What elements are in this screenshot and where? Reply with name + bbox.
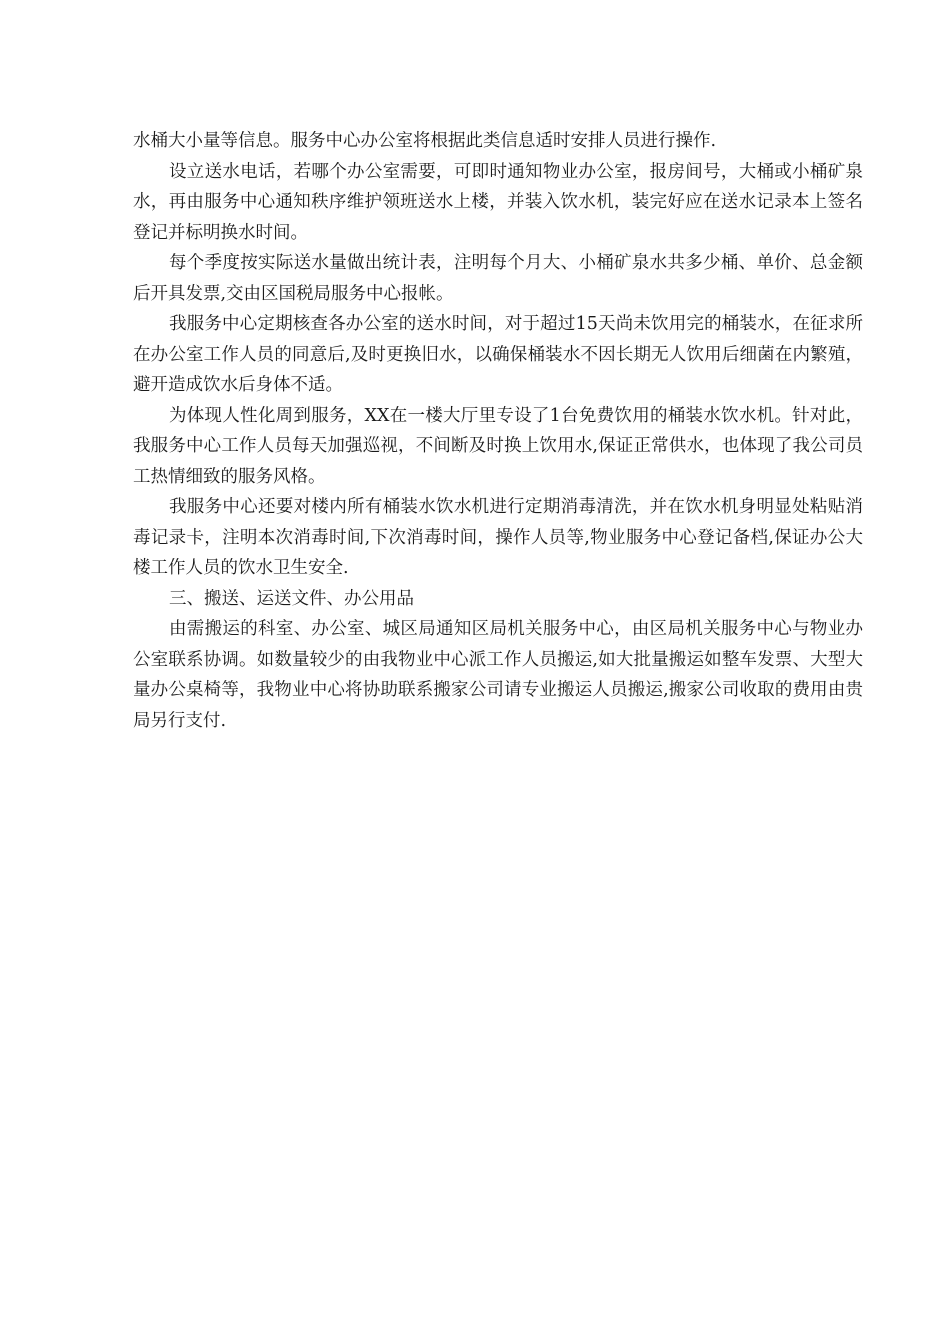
paragraph-lobby-dispenser: 为体现人性化周到服务，XX在一楼大厅里专设了1台免费饮用的桶装水饮水机。针对此，我服务中心工作人员每天加强巡视，不间断及时换上饮用水,保证正常供水，也体现了我公司员工热情细致的服务风格。: [133, 405, 863, 487]
paragraph-continuation: 水桶大小量等信息。服务中心办公室将根据此类信息适时安排人员进行操作.: [133, 131, 717, 151]
paragraph-delivery-check: 我服务中心定期核查各办公室的送水时间，对于超过15天尚未饮用完的桶装水，在征求所在办公室工作人员的同意后,及时更换旧水，以确保桶装水不因长期无人饮用后细菌在内繁殖，避开造成饮水后身体不适。: [133, 314, 863, 395]
document-body: [133, 126, 863, 736]
paragraph-delivery-phone: 设立送水电话，若哪个办公室需要，可即时通知物业办公室，报房间号，大桶或小桶矿泉水，再由服务中心通知秩序维护领班送水上楼，并装入饮水机，装完好应在送水记录本上签名登记并标明换水时间。: [133, 161, 863, 243]
paragraph-disinfection: 我服务中心还要对楼内所有桶装水饮水机进行定期消毒清洗，并在饮水机身明显处粘贴消毒记录卡，注明本次消毒时间,下次消毒时间，操作人员等,物业服务中心登记备档,保证办公大楼工作人员的饮水卫生安全.: [133, 497, 863, 578]
paragraph-quarterly-statistics: 每个季度按实际送水量做出统计表，注明每个月大、小桶矿泉水共多少桶、单价、总金额后开具发票,交由区国税局服务中心报帐。: [133, 253, 863, 304]
paragraph-moving-service: 由需搬运的科室、办公室、城区局通知区局机关服务中心，由区局机关服务中心与物业办公室联系协调。如数量较少的由我物业中心派工作人员搬运,如大批量搬运如整车发票、大型大量办公桌椅等，我物业中心将协助联系搬家公司请专业搬运人员搬运,搬家公司收取的费用由贵局另行支付.: [133, 619, 863, 731]
section-heading: 三、搬送、运送文件、办公用品: [169, 588, 414, 609]
